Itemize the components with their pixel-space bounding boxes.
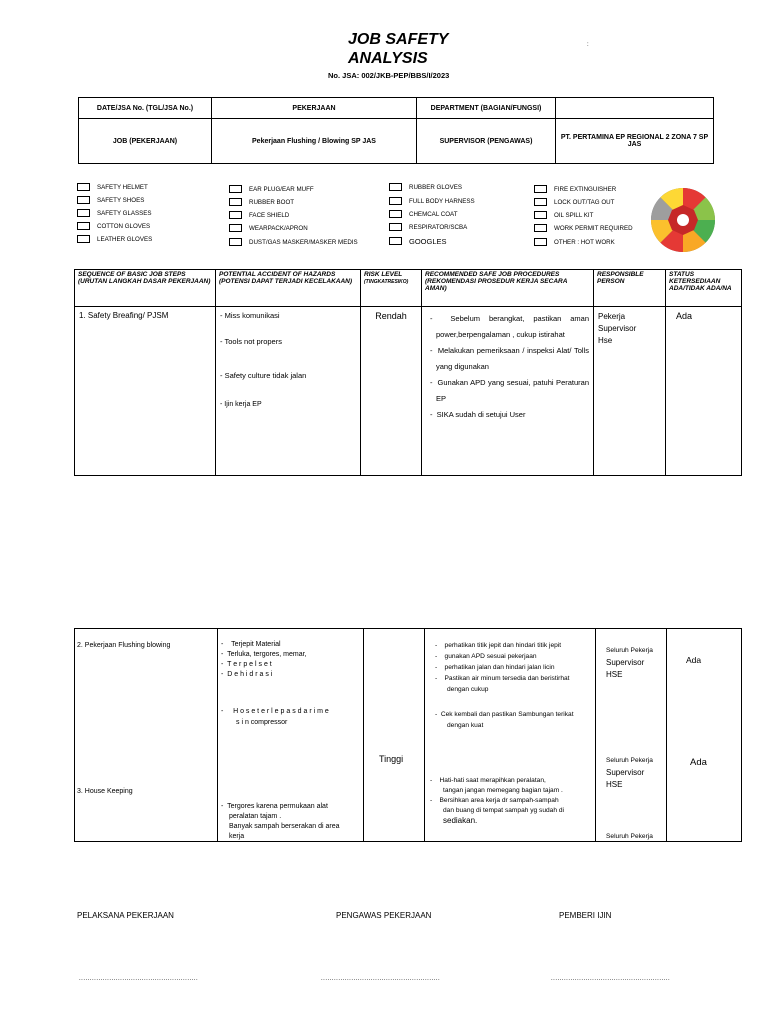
checkbox-square[interactable]: [77, 222, 90, 230]
ppe-checkbox[interactable]: SAFETY GLASSES: [77, 207, 152, 219]
responsible-cell: Pekerja Supervisor Hse: [594, 307, 666, 476]
step-cell: 2. Pekerjaan Flushing blowing 3. House Keeping: [75, 629, 218, 842]
checkbox-square[interactable]: [77, 183, 90, 191]
department-label-cell: DEPARTMENT (BAGIAN/FUNGSI): [417, 98, 556, 119]
header-table: [78, 97, 714, 164]
ppe-checkbox[interactable]: EAR PLUG/EAR MUFF: [229, 183, 314, 195]
hazard-cell: - Miss komunikasi - Tools not propers - Safety culture tidak jalan - Ijin kerja EP: [216, 307, 361, 476]
checkbox-square[interactable]: [389, 183, 402, 191]
status-cell: Ada Ada: [667, 629, 742, 842]
ppe-checkbox[interactable]: RESPIRATOR/SCBA: [389, 221, 467, 233]
status-cell: Ada: [666, 307, 742, 476]
safety-wheel-icon: [650, 187, 716, 253]
ppe-checkbox[interactable]: GOOGLES: [389, 235, 447, 247]
checkbox-square[interactable]: [389, 197, 402, 205]
checkbox-square[interactable]: [229, 238, 242, 246]
checkbox-square[interactable]: [534, 198, 547, 206]
job-label-cell: JOB (PEKERJAAN): [79, 119, 212, 164]
risk-cell: Rendah: [361, 307, 422, 476]
checkbox-square[interactable]: [229, 185, 242, 193]
ppe-checkbox[interactable]: RUBBER BOOT: [229, 196, 294, 208]
header-risk: RISK LEVEL (TINGKATRESIKO): [361, 270, 422, 307]
ppe-checkbox[interactable]: DUST/GAS MASKER/MASKER MEDIS: [229, 236, 358, 248]
header-recommended: RECOMMENDED SAFE JOB PROCEDURES (REKOMENDASI PROSEDUR KERJA SECARA AMAN): [422, 270, 594, 307]
signature-label-pemberi: PEMBERI IJIN: [559, 911, 612, 920]
hazard-cell: - Terjepit Material - Terluka, tergores, memar, - T e r p e l s e t - D e h i d r a s i - H o s e t e r l e p a s d a r i m e s i n compressor - Tergores karena permukaan alat peralatan tajam . Banyak sampah berserakan di area kerja: [218, 629, 364, 842]
jsa-number: No. JSA: 002/JKB-PEP/BBS/I/2023: [328, 71, 450, 80]
checkbox-square[interactable]: [534, 185, 547, 193]
jsa-table-2: [74, 628, 742, 842]
signature-label-pengawas: PENGAWAS PEKERJAAN: [336, 911, 432, 920]
step-cell: 1. Safety Breafing/ PJSM: [75, 307, 216, 476]
checkbox-square[interactable]: [77, 196, 90, 204]
ppe-checkbox[interactable]: OTHER : HOT WORK: [534, 236, 615, 248]
checkbox-square[interactable]: [534, 224, 547, 232]
ppe-checkbox[interactable]: CHEMCAL COAT: [389, 208, 457, 220]
header-hazard: POTENTIAL ACCIDENT OF HAZARDS (POTENSI DAPAT TERJADI KECELAKAAN): [216, 270, 361, 307]
procedure-cell: - perhatikan titik jepit dan hindari titik jepit - gunakan APD sesuai pekerjaan - perhatikan jalan dan hindari jalan licin - Pastikan air minum tersedia dan beristirhat dengan cukup - Cek kembali dan pastikan Sambungan terikat dengan kuat - Hati-hati saat merapihkan peralatan, tangan jangan memegang bagian tajam . - Bersihkan area kerja dr sampah-sampah dan buang di tempat sampah yg sudah di sediakan.: [425, 629, 596, 842]
document-title: [348, 30, 448, 68]
checkbox-square[interactable]: [389, 210, 402, 218]
signature-line: .......................................................: [551, 976, 671, 982]
supervisor-value-cell: PT. PERTAMINA EP REGIONAL 2 ZONA 7 SP JAS: [556, 119, 714, 164]
ppe-checkbox[interactable]: LEATHER GLOVES: [77, 233, 152, 245]
pekerjaan-label-cell: PEKERJAAN: [212, 98, 417, 119]
checkbox-square[interactable]: [229, 198, 242, 206]
jsa-table-1: [74, 269, 742, 476]
header-status: STATUS KETERSEDIAAN ADA/TIDAK ADA/NA: [666, 270, 742, 307]
checkbox-square[interactable]: [389, 237, 402, 245]
responsible-cell: Seluruh Pekerja Supervisor HSE Seluruh Pekerja Supervisor HSE Seluruh Pekerja: [596, 629, 667, 842]
supervisor-label-cell: SUPERVISOR (PENGAWAS): [417, 119, 556, 164]
job-value-cell: Pekerjaan Flushing / Blowing SP JAS: [212, 119, 417, 164]
title-line-1: JOB SAFETY: [348, 31, 449, 48]
ppe-checkbox[interactable]: RUBBER GLOVES: [389, 181, 462, 193]
title-line-2: ANALYSIS: [348, 50, 428, 67]
signature-line: .......................................................: [79, 976, 199, 982]
checkbox-square[interactable]: [534, 211, 547, 219]
header-seq: SEQUENCE OF BASIC JOB STEPS (URUTAN LANGKAH DASAR PEKERJAAN): [75, 270, 216, 307]
ppe-checkbox[interactable]: OIL SPILL KIT: [534, 209, 593, 221]
checkbox-square[interactable]: [229, 224, 242, 232]
header-responsible: RESPONSIBLE PERSON: [594, 270, 666, 307]
department-value-cell: [556, 98, 714, 119]
signature-line: .......................................................: [321, 976, 441, 982]
ppe-checkbox[interactable]: COTTON GLOVES: [77, 220, 150, 232]
risk-cell: Tinggi: [364, 629, 425, 842]
checkbox-square[interactable]: [534, 238, 547, 246]
ppe-checkbox[interactable]: FACE SHIELD: [229, 209, 289, 221]
ppe-checkbox[interactable]: LOCK OUT/TAG OUT: [534, 196, 614, 208]
checkbox-square[interactable]: [229, 211, 242, 219]
ppe-checkbox[interactable]: FULL BODY HARNESS: [389, 195, 475, 207]
checkbox-square[interactable]: [77, 235, 90, 243]
checkbox-square[interactable]: [77, 209, 90, 217]
ppe-checkbox[interactable]: WORK PERMIT REQUIRED: [534, 222, 633, 234]
ppe-checkbox[interactable]: SAFETY SHOES: [77, 194, 144, 206]
ppe-checkbox[interactable]: SAFETY HELMET: [77, 181, 148, 193]
date-label-cell: DATE/JSA No. (TGL/JSA No.): [79, 98, 212, 119]
procedure-cell: - Sebelum berangkat, pastikan aman power,berpengalaman , cukup istirahat - Melakukan pemeriksaan / inspeksi Alat/ Tolls yang digunakan - Gunakan APD yang sesuai, patuhi Peraturan EP - SIKA sudah di setujui User: [422, 307, 594, 476]
signature-label-pelaksana: PELAKSANA PEKERJAAN: [77, 911, 174, 920]
ppe-checkbox[interactable]: WEARPACK/APRON: [229, 222, 308, 234]
checkbox-square[interactable]: [389, 223, 402, 231]
ppe-checkbox[interactable]: FIRE EXTINGUISHER: [534, 183, 616, 195]
stray-colon: :: [587, 42, 589, 48]
